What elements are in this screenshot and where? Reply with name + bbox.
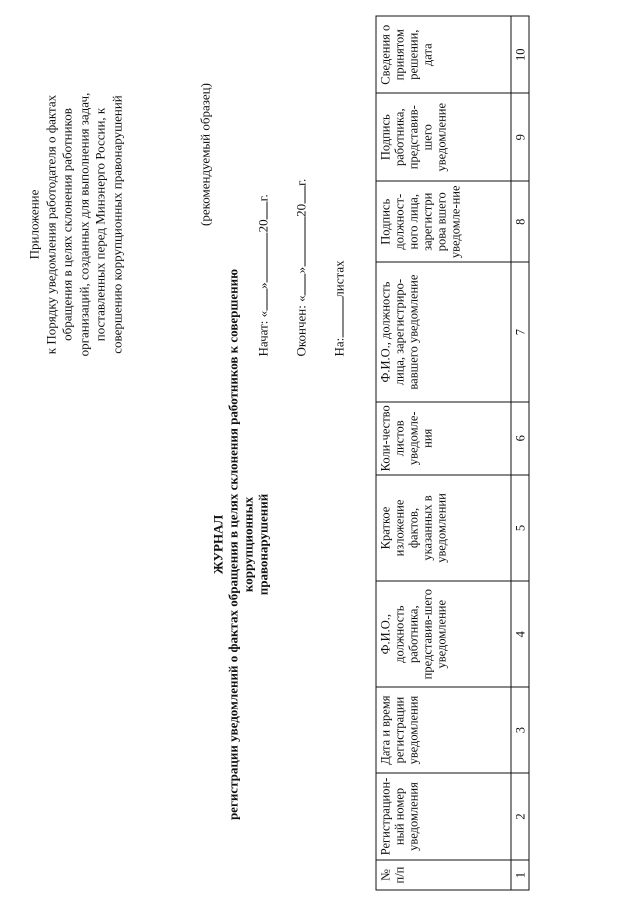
finished-year-prefix: 20 bbox=[293, 203, 309, 217]
finished-field bbox=[293, 179, 310, 357]
document-page bbox=[1, 0, 640, 905]
header-cell-sheet-count: Коли-чество листов уведомле-ния bbox=[376, 402, 511, 475]
appendix-line: к Порядку уведомления работодателя о фактах bbox=[43, 94, 58, 355]
appendix-line: поставленных перед Минэнерго России, к bbox=[92, 107, 108, 342]
finished-close-quote: » bbox=[293, 266, 309, 274]
column-number-cell: 5 bbox=[511, 475, 529, 581]
appendix-line: обращения в целях склонения работников bbox=[59, 108, 75, 341]
finished-year-suffix: г. bbox=[293, 178, 309, 186]
sheets-count-blank bbox=[331, 298, 344, 338]
finished-month-blank bbox=[293, 217, 306, 267]
finished-label: Окончен: « bbox=[293, 295, 309, 357]
title-subtitle-line-1: регистрации уведомлений о фактах обращения в целях склонения работников к совершению коррупционных bbox=[225, 268, 256, 821]
column-number-cell: 10 bbox=[511, 16, 529, 93]
appendix-line: организаций, созданных для выполнения задач, bbox=[76, 92, 91, 357]
header-cell-decision-info: Сведения о принятом решении, дата bbox=[376, 16, 511, 93]
column-number-cell: 1 bbox=[511, 860, 529, 890]
started-year-prefix: 20 bbox=[255, 219, 271, 233]
sheets-label: На: bbox=[331, 337, 347, 357]
column-number-cell: 2 bbox=[511, 773, 529, 860]
table-number-row bbox=[511, 16, 529, 890]
table-header-row bbox=[376, 16, 511, 890]
started-close-quote: » bbox=[255, 282, 271, 289]
sheets-suffix: листах bbox=[331, 260, 347, 298]
column-number-cell: 7 bbox=[511, 262, 529, 401]
sheets-field bbox=[331, 260, 348, 356]
appendix-line: совершению коррупционных правонарушений bbox=[109, 95, 124, 354]
column-number-cell: 6 bbox=[511, 402, 529, 475]
title-main: ЖУРНАЛ bbox=[210, 514, 226, 575]
header-cell-employee-signature: Подпись работника, представив-шего уведомление bbox=[376, 93, 511, 181]
started-field bbox=[255, 194, 272, 356]
header-cell-registration-date: Дата и время регистрации уведомления bbox=[376, 687, 511, 773]
sample-note: (рекомендуемый образец) bbox=[197, 83, 213, 226]
header-cell-registration-number: Регистрацион-ный номер уведомления bbox=[376, 773, 511, 860]
column-number-cell: 8 bbox=[511, 181, 529, 262]
column-number-cell: 9 bbox=[511, 93, 529, 181]
header-cell-facts-summary: Краткое изложение фактов, указанных в уведомлении bbox=[376, 475, 511, 581]
header-cell-employee-name: Ф.И.О., должность работника, представив-шего уведомление bbox=[376, 581, 511, 687]
started-label: Начат: « bbox=[255, 310, 271, 357]
appendix-line: Приложение bbox=[26, 189, 42, 260]
header-cell-registrar-signature: Подпись должност-ного лица, зарегистри рова вшего уведомле-ние bbox=[376, 181, 511, 262]
column-number-cell: 4 bbox=[511, 581, 529, 687]
header-cell-registrar-name: Ф.И.О., должность лица, зарегистриро-вавшего уведомление bbox=[376, 262, 511, 401]
started-year-blank bbox=[255, 201, 268, 219]
started-month-blank bbox=[255, 232, 268, 282]
header-cell-number: № п/п bbox=[376, 860, 511, 890]
finished-day-blank bbox=[293, 273, 306, 295]
started-year-suffix: г. bbox=[255, 194, 271, 202]
started-day-blank bbox=[255, 289, 268, 311]
appendix-block bbox=[27, 45, 126, 405]
title-subtitle-line-2: правонарушений bbox=[255, 493, 271, 596]
finished-year-blank bbox=[293, 186, 306, 204]
column-number-cell: 3 bbox=[511, 687, 529, 773]
journal-table bbox=[376, 16, 530, 891]
